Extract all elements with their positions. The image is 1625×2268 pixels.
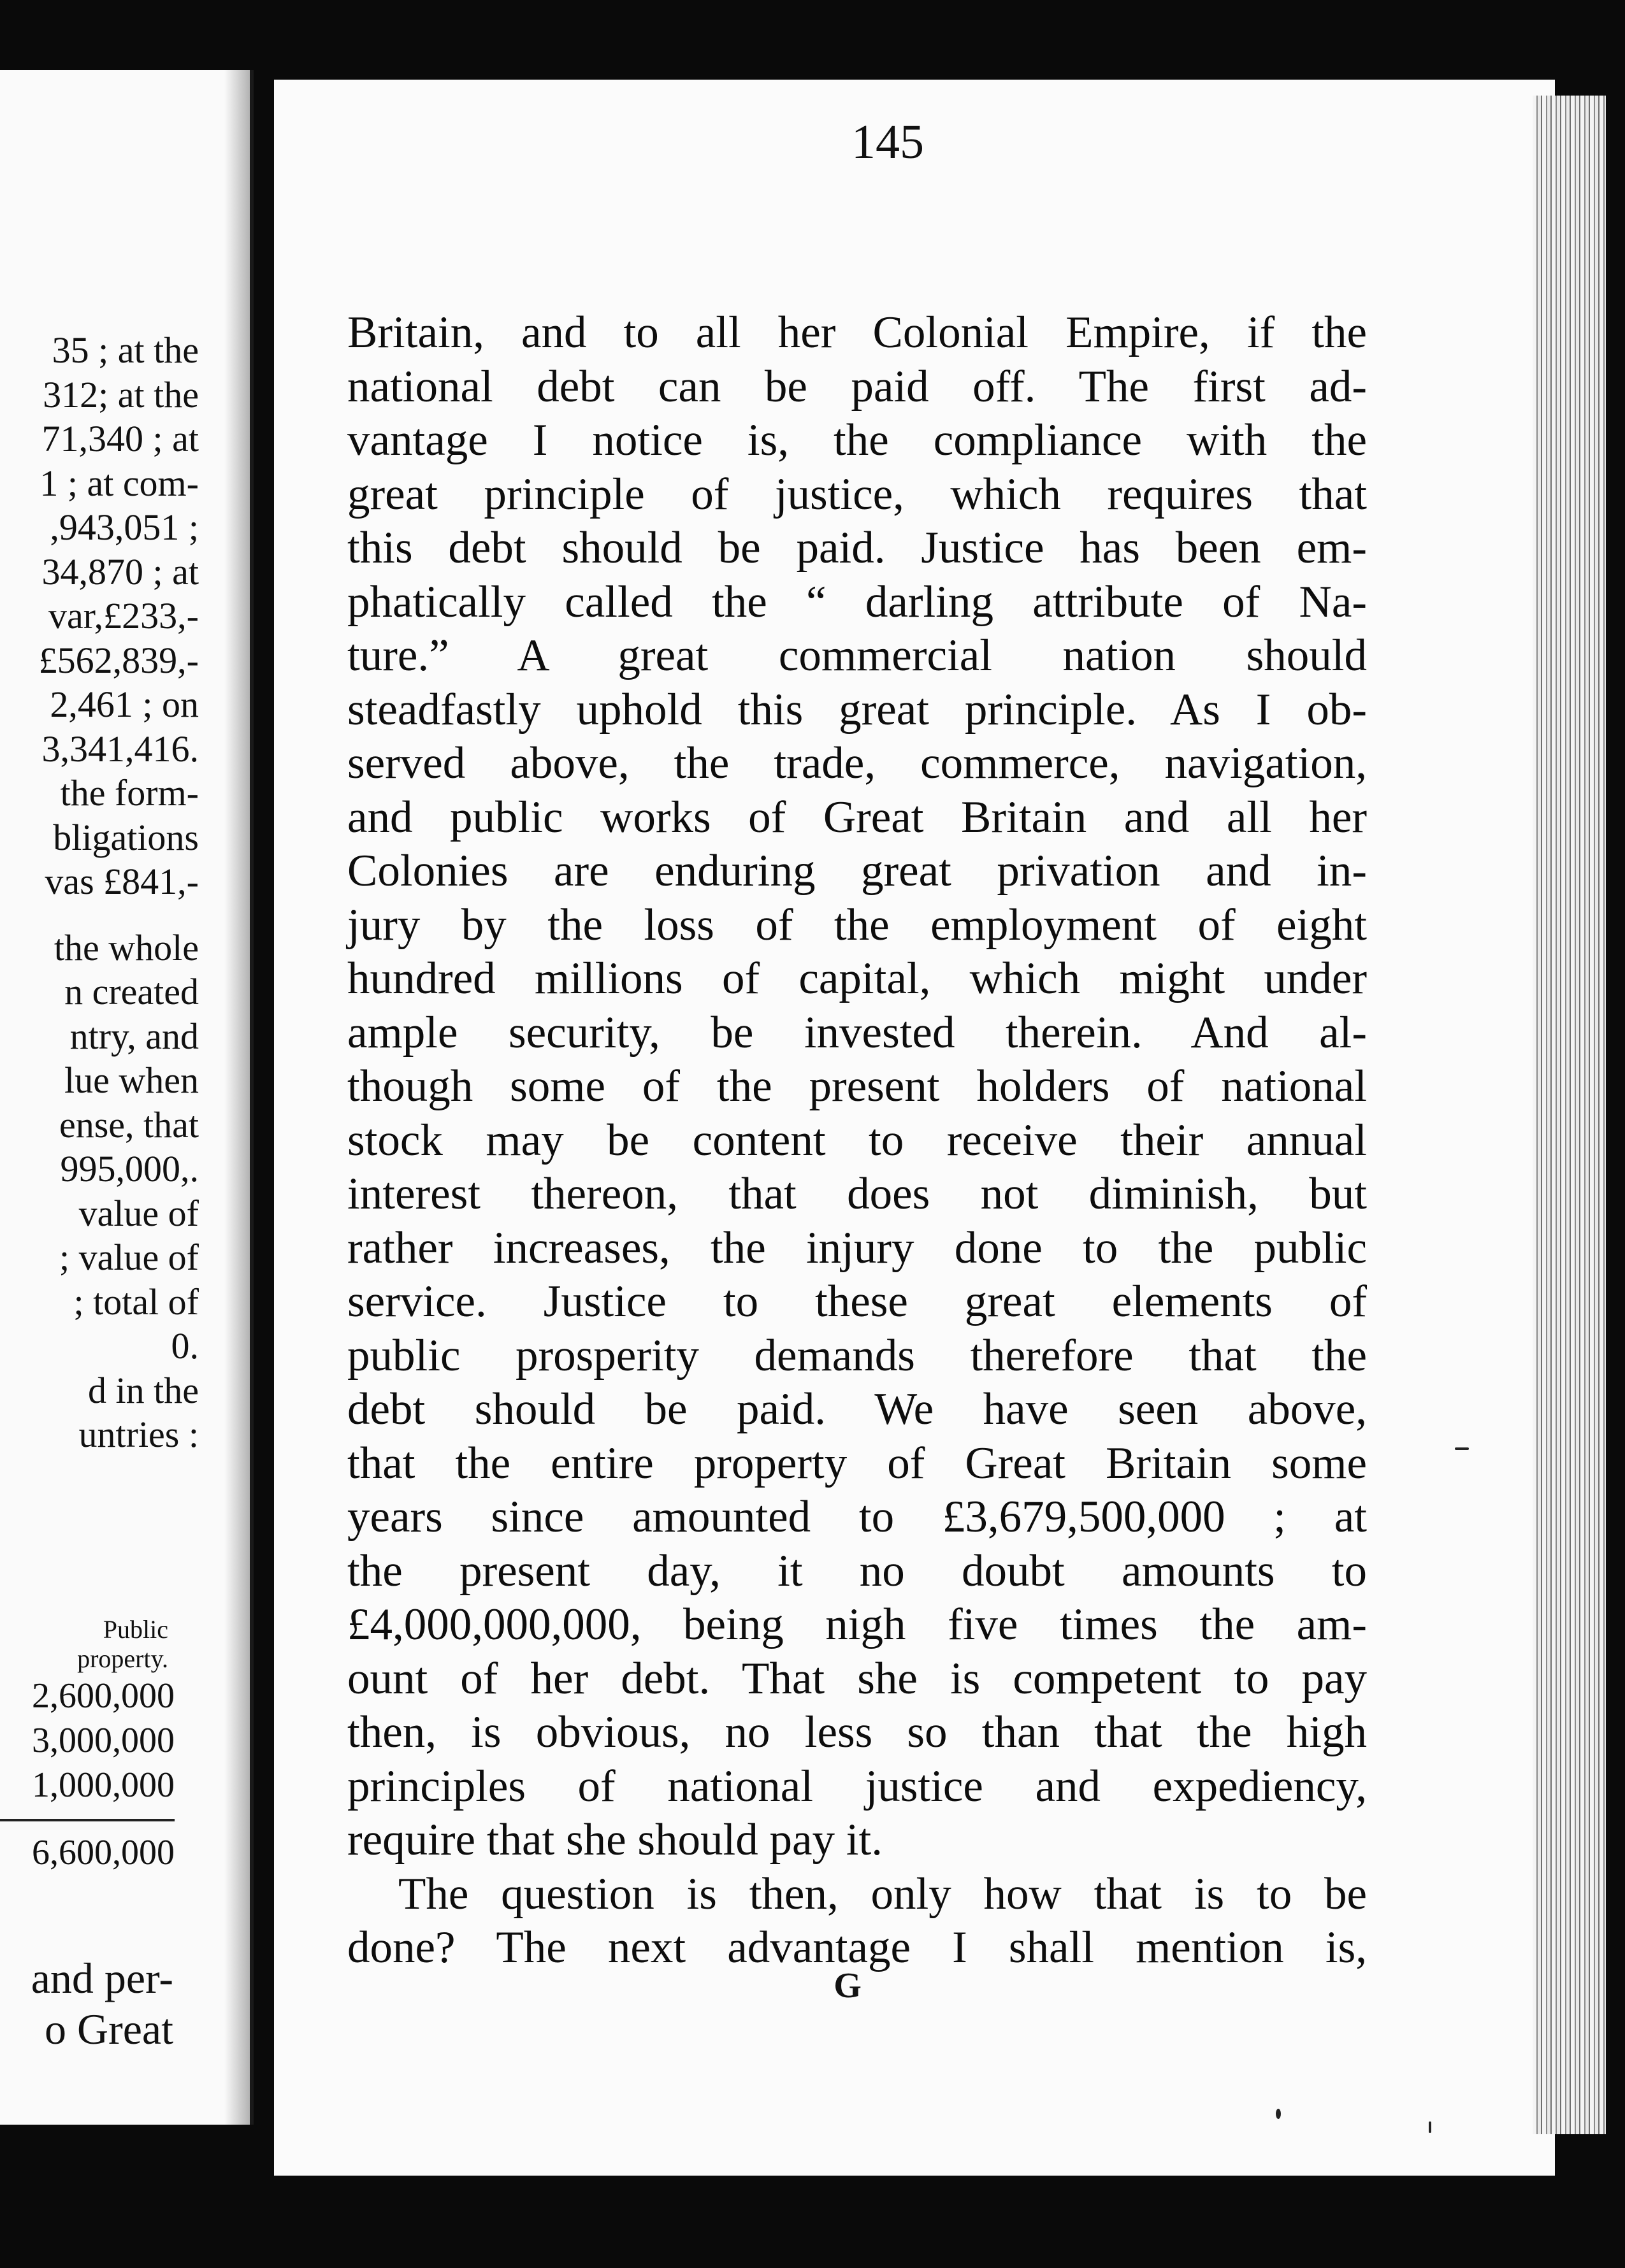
left-page-tail-text bbox=[0, 1953, 173, 2055]
scan-speck bbox=[1455, 1447, 1469, 1450]
page-edges bbox=[1533, 96, 1606, 2134]
left-page-table bbox=[0, 1615, 175, 1875]
body-line: principles of national justice and expediency, bbox=[347, 1761, 1367, 1811]
table-header-property: property. bbox=[77, 1644, 168, 1673]
body-line: this debt should be paid. Justice has been em- bbox=[347, 523, 1367, 573]
table-total: 6,600,000 bbox=[32, 1833, 175, 1872]
left-page-line: 71,340 ; at bbox=[41, 418, 199, 459]
body-line: ample security, be invested therein. And al- bbox=[347, 1007, 1367, 1058]
body-line: though some of the present holders of national bbox=[347, 1061, 1367, 1111]
left-page-line: untries : bbox=[78, 1414, 199, 1455]
body-text bbox=[347, 306, 1367, 1975]
body-line: rather increases, the injury done to the public bbox=[347, 1223, 1367, 1273]
left-page-line: 2,461 ; on bbox=[50, 684, 199, 725]
body-line: The question is then, only how that is to be bbox=[398, 1869, 1367, 1919]
page-number: 145 bbox=[851, 115, 924, 169]
body-line: years since amounted to £3,679,500,000 ; at bbox=[347, 1492, 1367, 1542]
body-line: stock may be content to receive their annual bbox=[347, 1115, 1367, 1165]
body-line: national debt can be paid off. The first ad- bbox=[347, 361, 1367, 412]
left-page-line: 1 ; at com- bbox=[40, 462, 199, 504]
scan-speck bbox=[1276, 2109, 1281, 2119]
left-tail-line: o Great bbox=[44, 2005, 173, 2053]
body-line: the present day, it no doubt amounts to bbox=[347, 1546, 1367, 1596]
body-line: steadfastly uphold this great principle. As I ob- bbox=[347, 684, 1367, 735]
table-value: 1,000,000 bbox=[32, 1765, 175, 1805]
left-page-line: var,£233,- bbox=[48, 595, 199, 636]
body-line: jury by the loss of the employment of eight bbox=[347, 900, 1367, 950]
left-page-line: d in the bbox=[88, 1369, 199, 1411]
left-page-line: vas £841,- bbox=[45, 861, 199, 902]
left-page-line: the form- bbox=[60, 772, 199, 814]
left-page-line: ntry, and bbox=[69, 1015, 199, 1057]
left-page-line bbox=[0, 904, 199, 926]
body-line: debt should be paid. We have seen above, bbox=[347, 1384, 1367, 1434]
body-line: ture.” A great commercial nation should bbox=[347, 631, 1367, 680]
body-line: served above, the trade, commerce, navigation, bbox=[347, 738, 1367, 788]
body-line: phatically called the “ darling attribute of Na- bbox=[347, 577, 1367, 627]
left-page-line: ense, that bbox=[59, 1103, 199, 1145]
left-page-line: bligations bbox=[53, 816, 199, 858]
left-page-line: 3,341,416. bbox=[41, 728, 199, 770]
left-page-line: the whole bbox=[54, 926, 199, 968]
body-line: £4,000,000,000, being nigh five times the am- bbox=[347, 1600, 1367, 1649]
table-value: 2,600,000 bbox=[32, 1676, 175, 1716]
body-line: service. Justice to these great elements of bbox=[347, 1277, 1367, 1326]
left-page-line: lue when bbox=[64, 1059, 199, 1101]
body-line: Colonies are enduring great privation and in- bbox=[347, 846, 1367, 896]
left-page-line: n created bbox=[64, 971, 199, 1012]
body-line: public prosperity demands therefore that the bbox=[347, 1330, 1367, 1381]
left-page-line: ; total of bbox=[73, 1281, 199, 1323]
gutter-shadow bbox=[224, 70, 250, 2125]
left-page-line: ; value of bbox=[59, 1237, 199, 1278]
body-line: ount of her debt. That she is competent to pay bbox=[347, 1653, 1367, 1704]
left-page-line: 995,000,. bbox=[60, 1148, 199, 1189]
left-page-line: 312; at the bbox=[43, 373, 199, 415]
left-page-line: 0. bbox=[171, 1325, 199, 1367]
table-value: 3,000,000 bbox=[32, 1721, 175, 1760]
body-line: and public works of Great Britain and all her bbox=[347, 792, 1367, 842]
body-line: done? The next advantage I shall mention is, bbox=[347, 1923, 1367, 1972]
body-line: require that she should pay it. bbox=[347, 1815, 883, 1865]
signature-mark: G bbox=[834, 1966, 862, 2006]
table-total-rule bbox=[0, 1819, 175, 1821]
body-line: then, is obvious, no less so than that the high bbox=[347, 1707, 1367, 1757]
body-line: great principle of justice, which requires that bbox=[347, 469, 1367, 519]
body-line: Britain, and to all her Colonial Empire, if the bbox=[347, 308, 1367, 357]
left-page-line: value of bbox=[78, 1192, 199, 1234]
left-page-line: 35 ; at the bbox=[52, 329, 199, 371]
left-page-line: £562,839,- bbox=[38, 639, 199, 681]
body-line: hundred millions of capital, which might under bbox=[347, 954, 1367, 1003]
body-line: vantage I notice is, the compliance with the bbox=[347, 415, 1367, 465]
table-header-public: Public bbox=[103, 1615, 168, 1644]
body-line: that the entire property of Great Britain some bbox=[347, 1438, 1367, 1488]
left-tail-line: and per- bbox=[31, 1954, 173, 2002]
body-line: interest thereon, that does not diminish, but bbox=[347, 1169, 1367, 1219]
scan-speck bbox=[1429, 2121, 1431, 2133]
left-page-text bbox=[0, 328, 199, 1457]
left-page-line: 34,870 ; at bbox=[41, 550, 199, 592]
left-page-line: ,943,051 ; bbox=[50, 506, 199, 548]
left-page bbox=[0, 70, 254, 2125]
